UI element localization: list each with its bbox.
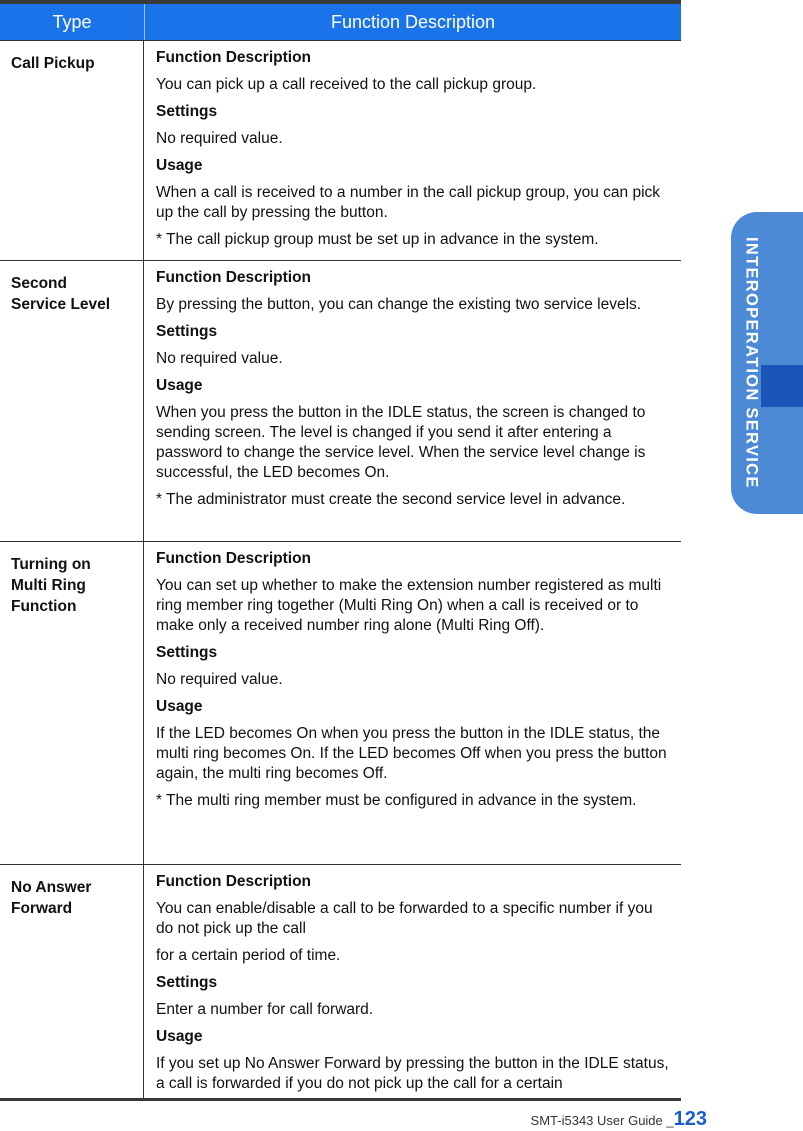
usage-label: Usage	[156, 1028, 203, 1045]
type-cell	[0, 261, 144, 541]
type-label-line2: Multi Ring	[11, 577, 86, 594]
settings-label: Settings	[156, 974, 218, 991]
function-description-label: Function Description	[156, 873, 311, 890]
usage-text: If you set up No Answer Forward by pressing the button in the IDLE status, a call is forwarded if you do not pick up the call for a certain	[156, 1055, 669, 1092]
page-number: 123	[673, 1108, 707, 1130]
usage-text: When a call is received to a number in the call pickup group, you can pick up the call by pressing the button.	[156, 184, 661, 221]
settings-text: Enter a number for call forward.	[156, 1001, 374, 1018]
settings-label: Settings	[156, 644, 218, 661]
settings-label: Settings	[156, 323, 218, 340]
type-label-line1: No Answer	[11, 879, 92, 896]
note-text: * The administrator must create the second service level in advance.	[156, 491, 626, 508]
table-row-second-service-level	[0, 260, 681, 541]
description-cell	[144, 542, 681, 864]
function-description-text: By pressing the button, you can change the existing two service levels.	[156, 296, 642, 313]
function-description-text: You can enable/disable a call to be forwarded to a specific number if you do not pick up the call	[156, 900, 653, 937]
type-cell	[0, 865, 144, 1098]
usage-label: Usage	[156, 698, 203, 715]
type-label-line1: Turning on	[11, 556, 91, 573]
usage-text: If the LED becomes On when you press the button in the IDLE status, the multi ring becomes On. If the LED becomes Off when you press the button again, the multi ring becomes Off.	[156, 725, 667, 782]
function-description-text: You can set up whether to make the extension number registered as multi ring member ring together (Multi Ring On) when a call is received or to make only a received number ring alone (Multi Ring Off).	[156, 577, 662, 634]
function-description-text: You can pick up a call received to the call pickup group.	[156, 76, 537, 93]
settings-text: No required value.	[156, 130, 283, 147]
description-cell	[144, 261, 681, 541]
function-description-label: Function Description	[156, 49, 311, 66]
note-text: * The call pickup group must be set up in advance in the system.	[156, 231, 599, 248]
type-label: Call Pickup	[11, 55, 95, 72]
usage-label: Usage	[156, 157, 203, 174]
type-label-line3: Function	[11, 598, 77, 615]
usage-label: Usage	[156, 377, 203, 394]
type-label-line2: Forward	[11, 900, 73, 917]
settings-label: Settings	[156, 103, 218, 120]
function-description-label: Function Description	[156, 550, 311, 567]
chapter-tab-label: INTEROPERATION SERVICE	[742, 237, 761, 489]
chapter-marker	[761, 365, 803, 407]
settings-text: No required value.	[156, 350, 283, 367]
type-label-line1: Second	[11, 275, 67, 292]
function-description-label: Function Description	[156, 269, 311, 286]
chapter-side-tab	[731, 212, 803, 514]
settings-text: No required value.	[156, 671, 283, 688]
table-row-call-pickup	[0, 40, 681, 260]
guide-title: SMT-i5343 User Guide _	[530, 1113, 674, 1128]
type-cell	[0, 41, 144, 260]
bottom-rule	[0, 1098, 681, 1101]
note-text: * The multi ring member must be configured in advance in the system.	[156, 792, 637, 809]
description-cell	[144, 41, 681, 260]
table-header	[0, 4, 681, 40]
table-row-multi-ring	[0, 541, 681, 864]
header-type: Type	[0, 4, 145, 40]
description-cell	[144, 865, 681, 1098]
page-footer	[531, 1108, 707, 1131]
header-description: Function Description	[330, 11, 496, 32]
table-row-no-answer-forward	[0, 864, 681, 1098]
usage-text: When you press the button in the IDLE status, the screen is changed to sending screen. The level is changed if you send it after entering a password to change the service level. When the service level change is successful, the LED becomes On.	[156, 404, 646, 481]
type-cell	[0, 542, 144, 864]
function-description-text-continued: for a certain period of time.	[156, 947, 341, 964]
type-label-line2: Service Level	[11, 296, 111, 313]
